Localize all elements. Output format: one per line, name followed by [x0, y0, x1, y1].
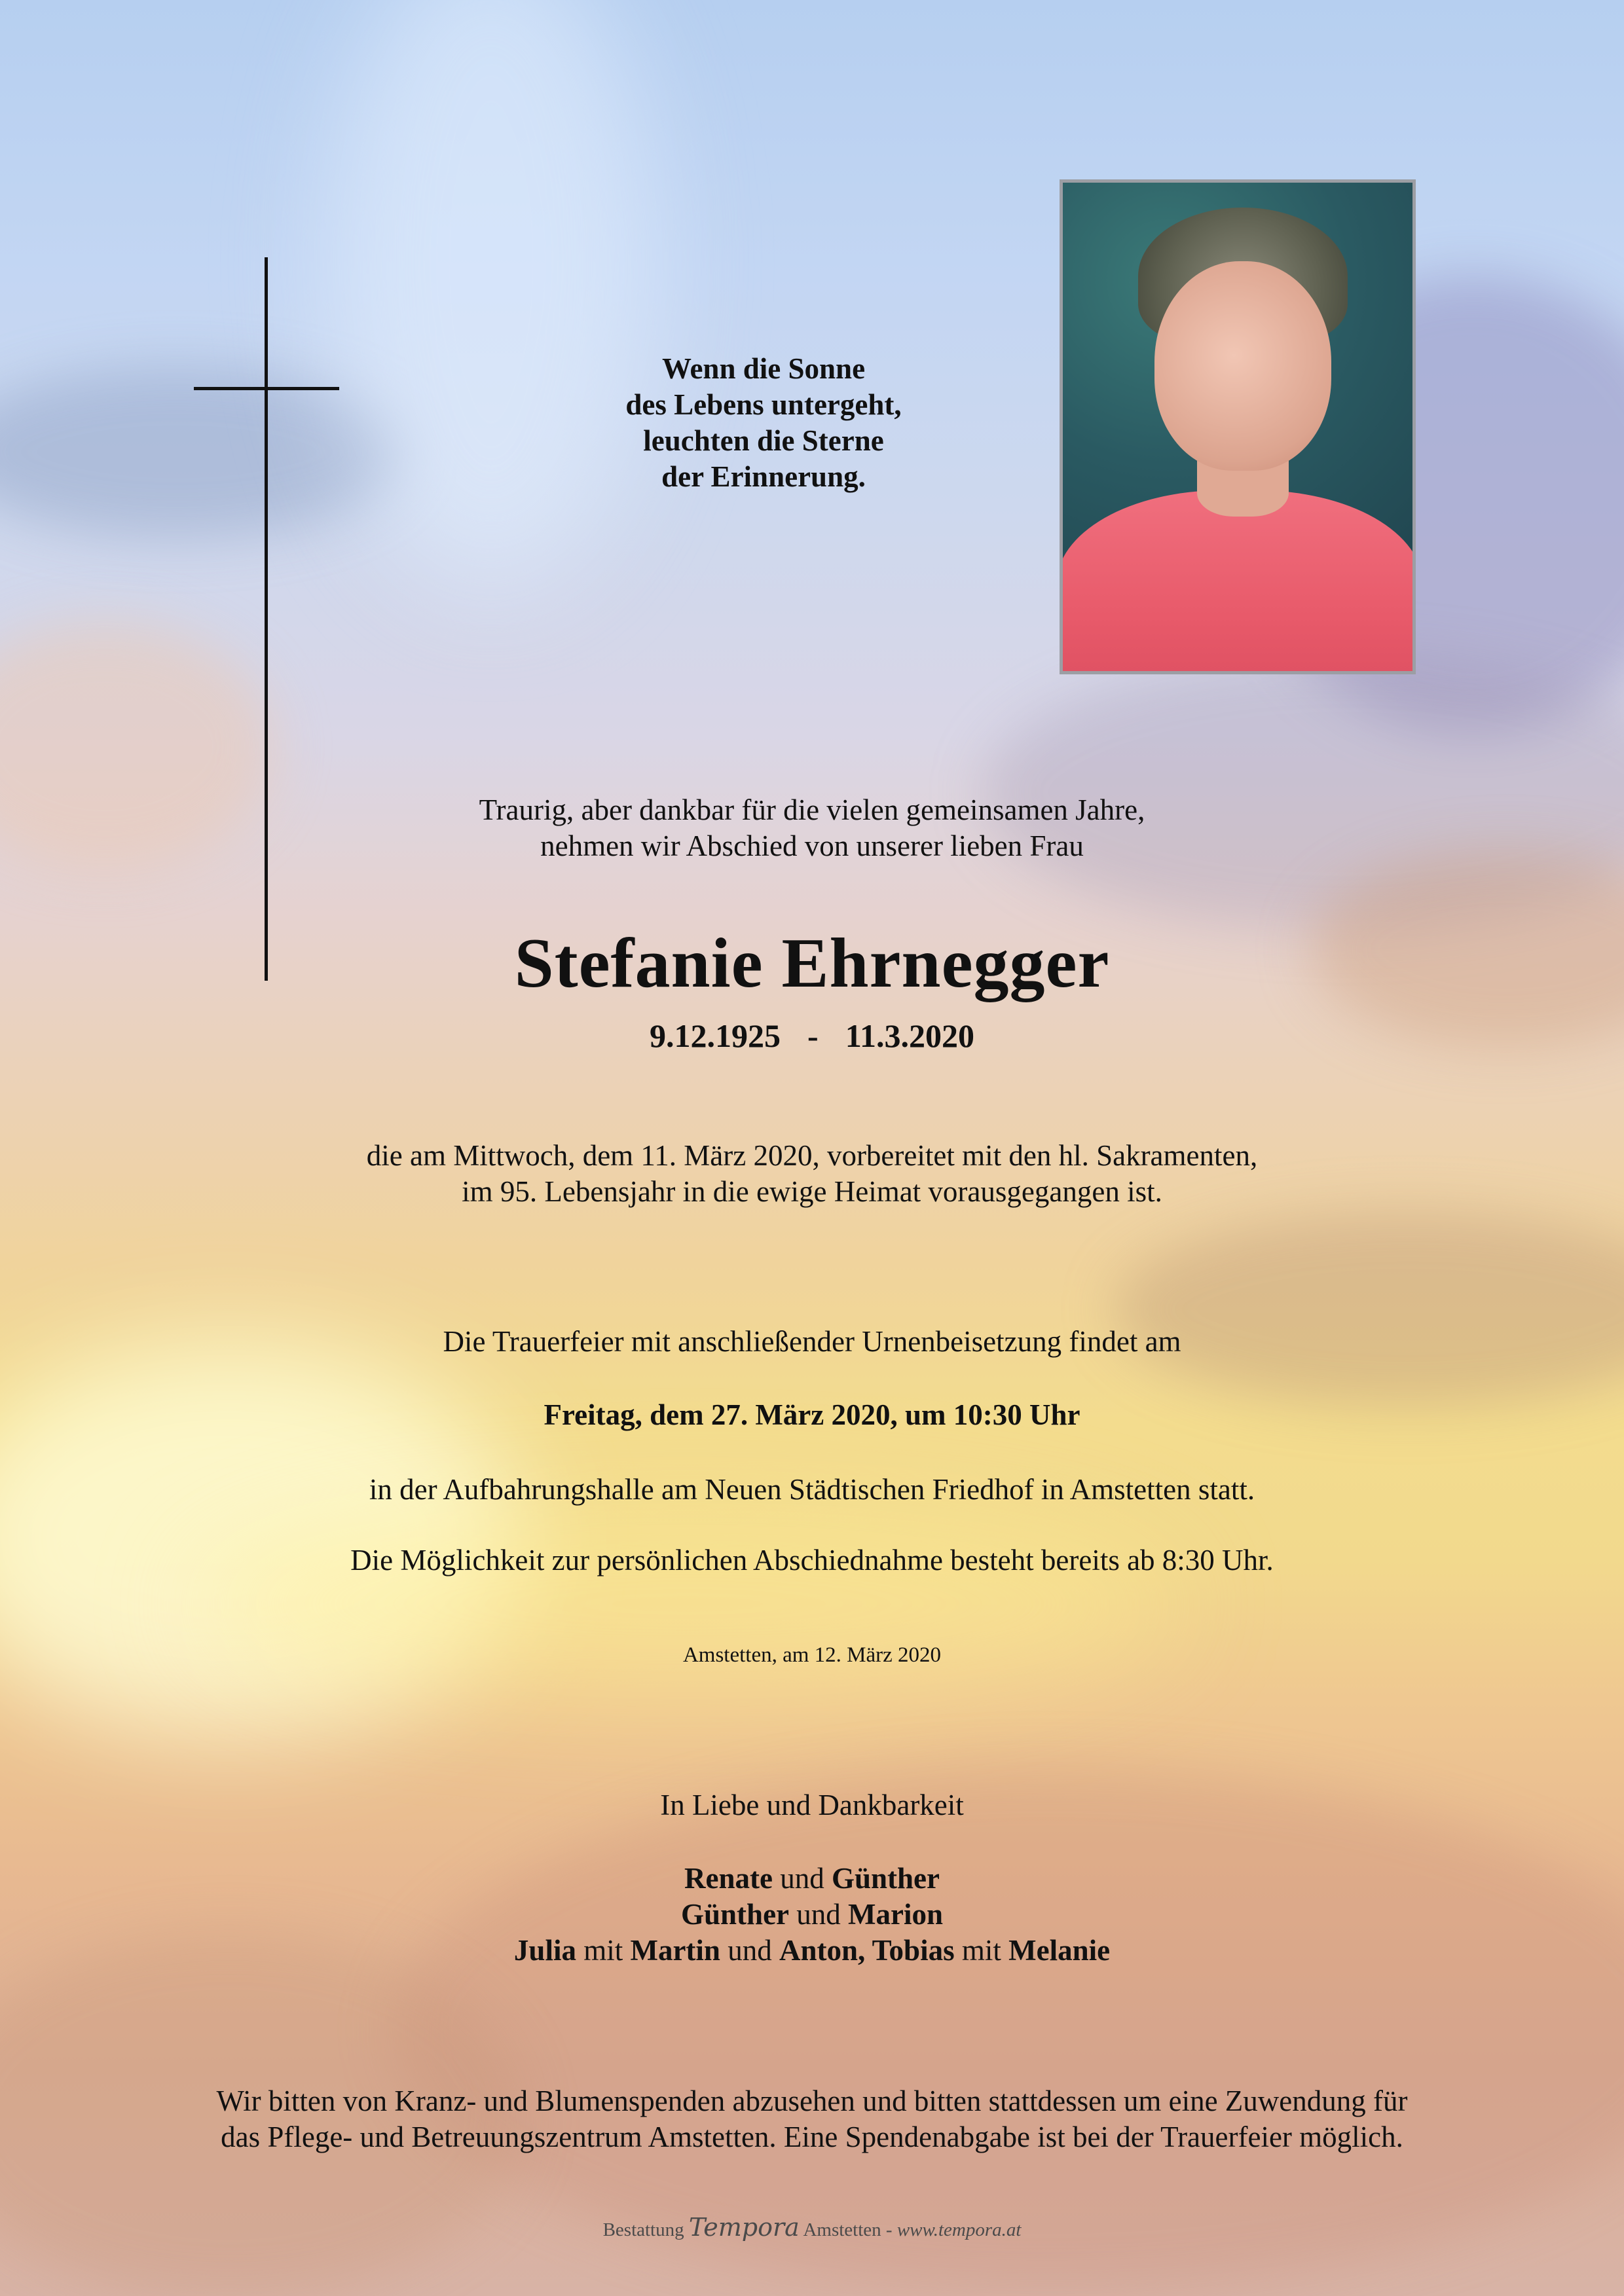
- passing-text: die am Mittwoch, dem 11. März 2020, vorbereitet mit den hl. Sakramenten, im 95. Lebensjahr in die ewige Heimat vorausgegangen ist.: [366, 1139, 1258, 1208]
- website-link[interactable]: www.tempora.at: [896, 2219, 1022, 2240]
- portrait-face: [1154, 261, 1331, 471]
- service-intro: Die Trauerfeier mit anschließender Urnenbeisetzung findet am: [443, 1325, 1181, 1358]
- family-line: Julia mit Martin und Anton, Tobias mit Melanie: [513, 1934, 1111, 1967]
- brand-logo: Tempora: [688, 2213, 800, 2242]
- love-line: In Liebe und Dankbarkeit: [660, 1789, 964, 1821]
- farewell-note: Die Möglichkeit zur persönlichen Abschiednahme besteht bereits ab 8:30 Uhr.: [350, 1544, 1274, 1576]
- place-date: Amstetten, am 12. März 2020: [682, 1643, 942, 1667]
- life-dates: 9.12.1925 - 11.3.2020: [650, 1017, 974, 1054]
- portrait-sweater: [1060, 490, 1416, 674]
- service-place: in der Aufbahrungshalle am Neuen Städtischen Friedhof in Amstetten statt.: [369, 1473, 1255, 1506]
- portrait-photo: [1060, 179, 1416, 674]
- family-list: [0, 1861, 1624, 1969]
- intro-text: Traurig, aber dankbar für die vielen gemeinsamen Jahre, nehmen wir Abschied von unserer lieben Frau: [479, 793, 1145, 862]
- motto: Wenn die Sonne des Lebens untergeht, leuchten die Sterne der Erinnerung.: [625, 352, 902, 493]
- cross-icon: [265, 257, 268, 981]
- footer: Bestattung Tempora Amstetten - www.tempora.at: [602, 2213, 1022, 2242]
- donation-request: Wir bitten von Kranz- und Blumenspenden abzusehen und bitten stattdessen um eine Zuwendung für das Pflege- und Betreuungszentrum Amstetten. Eine Spendenabgabe ist bei der Trauerfeier möglich.: [216, 2085, 1408, 2153]
- family-line: Günther und Marion: [681, 1898, 943, 1931]
- service-date: Freitag, dem 27. März 2020, um 10:30 Uhr: [544, 1398, 1080, 1431]
- cross-icon-bar: [194, 387, 339, 390]
- deceased-name: Stefanie Ehrnegger: [514, 924, 1110, 1002]
- family-line: Renate und Günther: [684, 1862, 940, 1895]
